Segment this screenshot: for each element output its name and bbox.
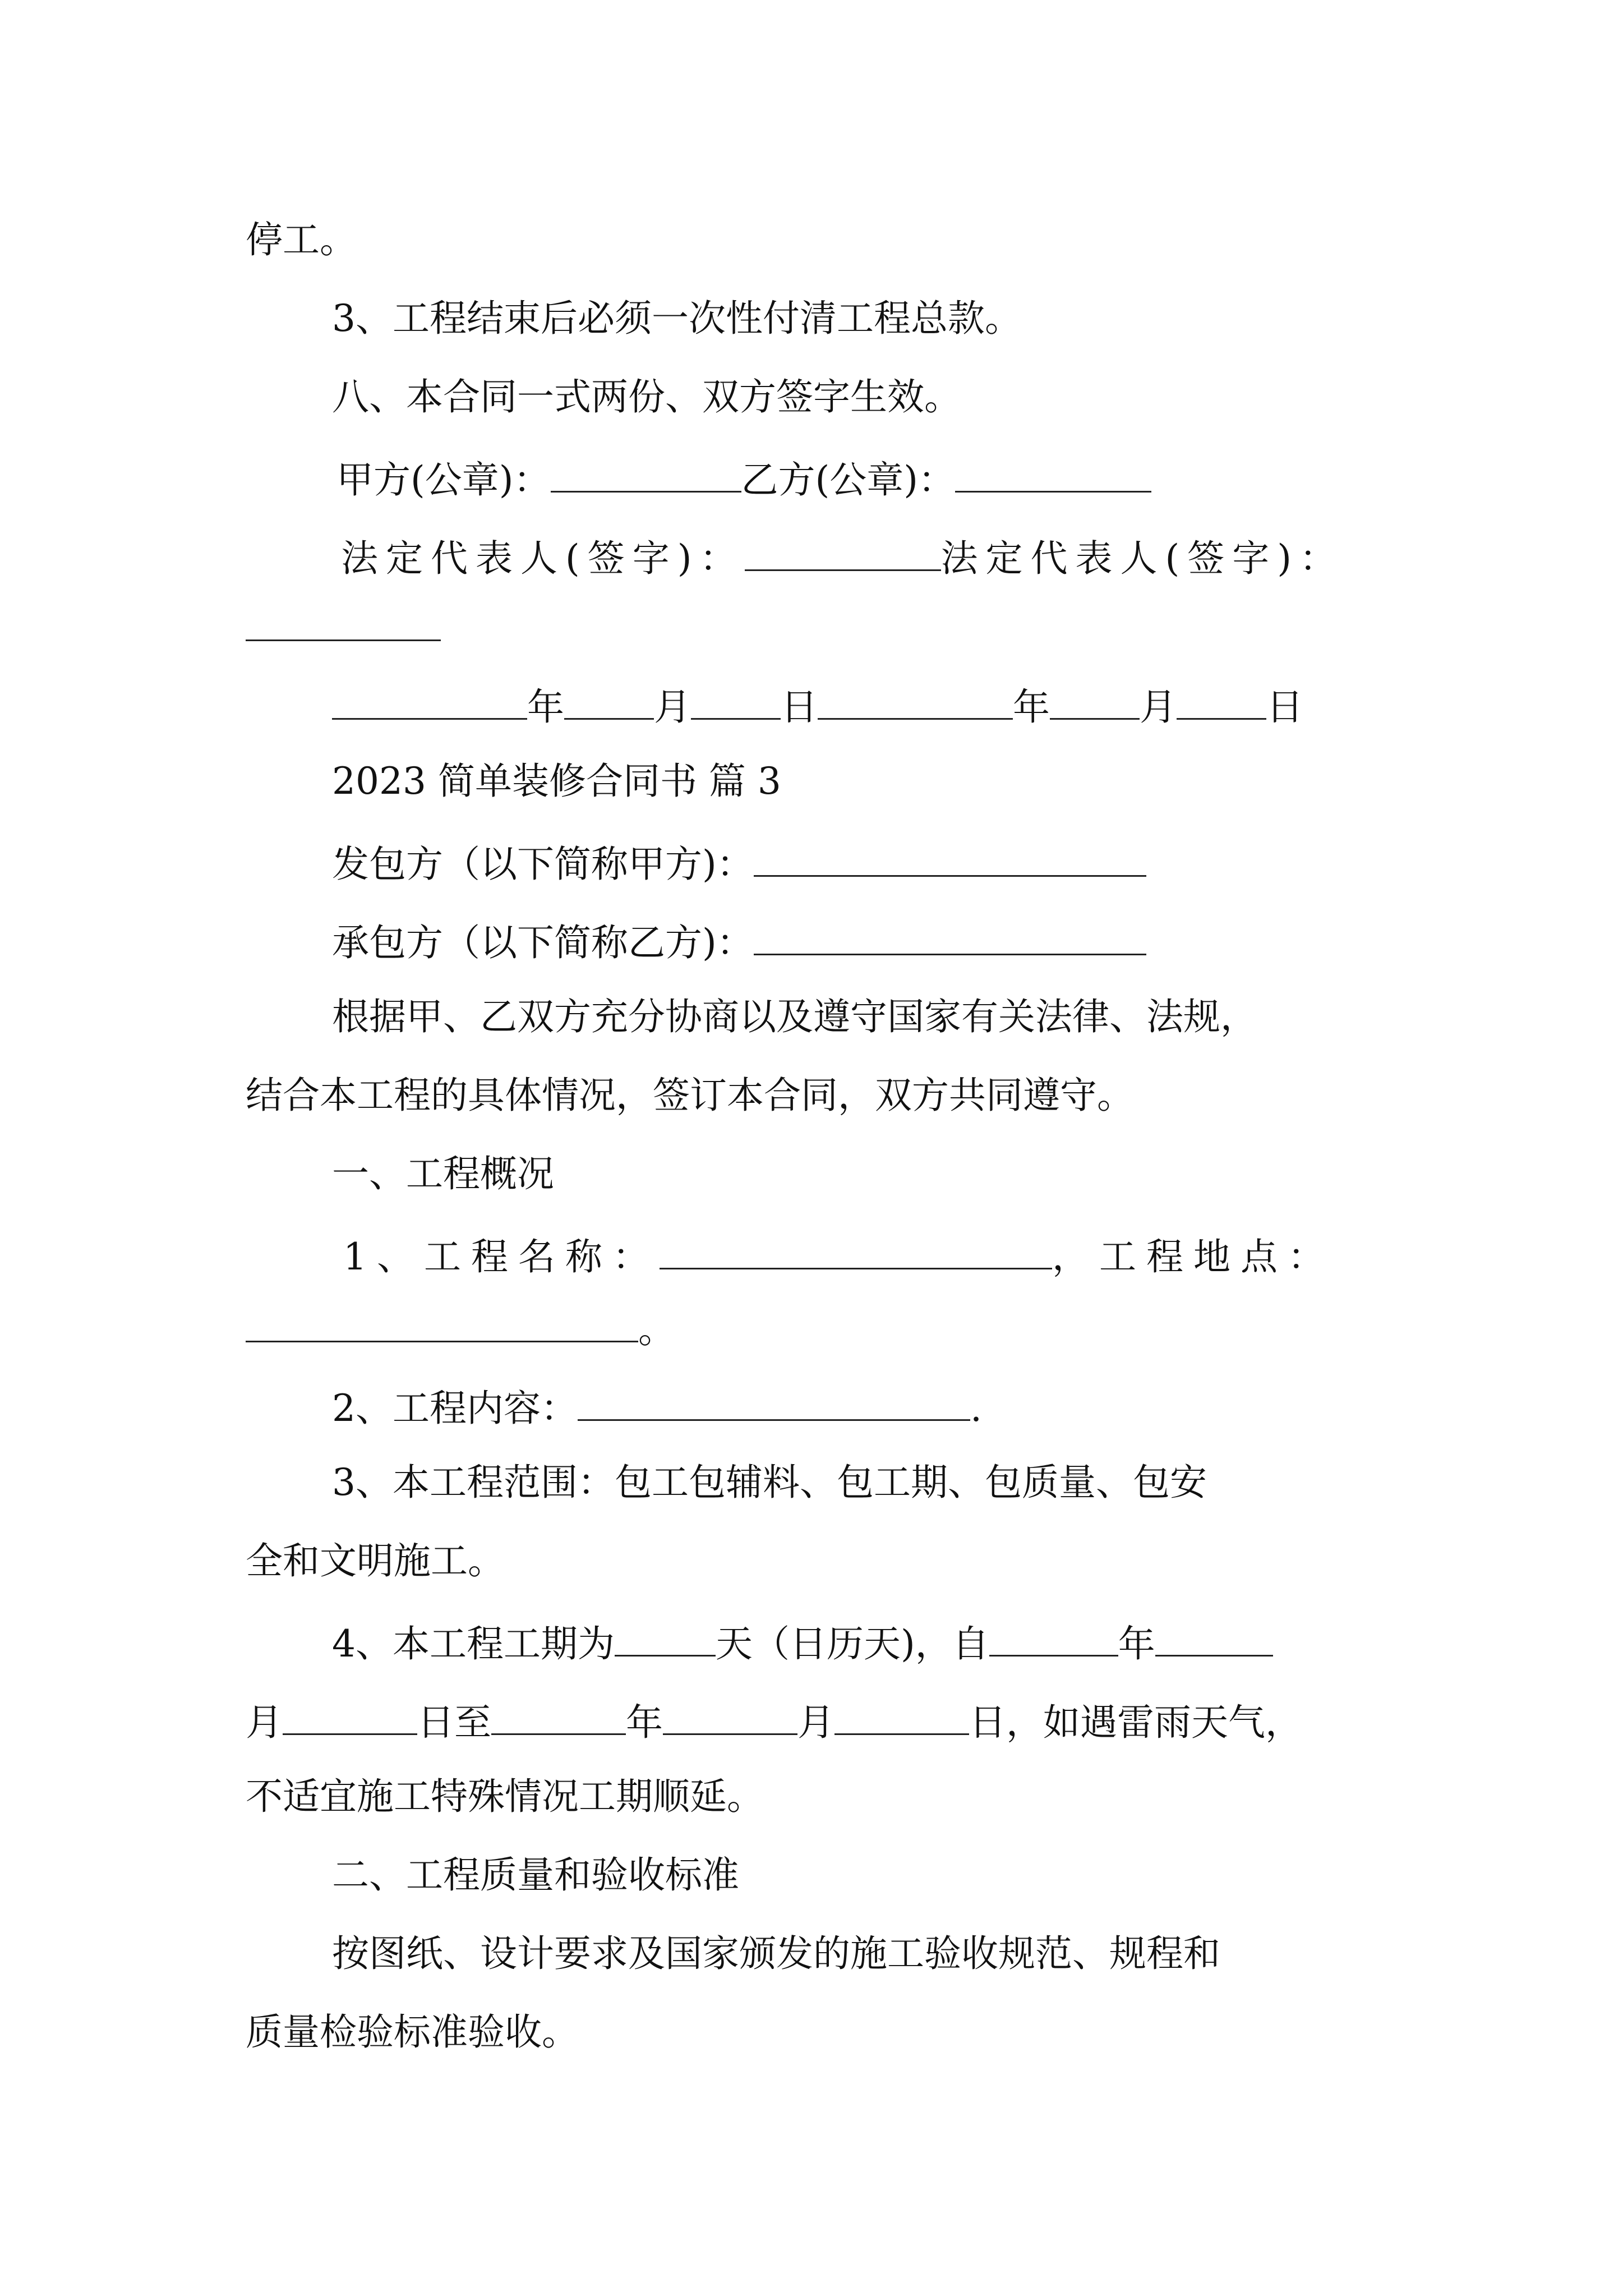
duration-line-continued <box>246 1700 1302 1744</box>
year-label: 年 <box>1013 685 1050 729</box>
start-month-blank <box>1155 1621 1273 1657</box>
signature-line-seal <box>336 457 1151 499</box>
day-label: 日 <box>1266 685 1303 729</box>
month-label: 月 <box>797 1701 834 1744</box>
year-label: 年 <box>527 685 564 729</box>
start-day-blank <box>283 1700 417 1735</box>
party-a-seal-label: 甲方(公章)： <box>336 458 551 501</box>
paragraph-line: 3、本工程范围：包工包辅料、包工期、包质量、包安 <box>332 1461 1207 1504</box>
contractor-line <box>332 920 1146 964</box>
contractor-label: 承包方（以下简称乙方)： <box>332 921 754 964</box>
heading-project-overview: 一、工程概况 <box>332 1152 554 1195</box>
year-label: 年 <box>1118 1622 1155 1665</box>
party-a-date-blank <box>332 684 527 720</box>
to-label: 日至 <box>417 1701 491 1744</box>
paragraph-line: 按图纸、设计要求及国家颁发的施工验收规范、规程和 <box>332 1932 1220 1975</box>
employer-line <box>332 841 1146 886</box>
month-blank <box>564 684 654 720</box>
employer-blank <box>754 841 1146 877</box>
project-name-line <box>343 1234 1335 1276</box>
project-location-line <box>246 1307 675 1349</box>
section-title: 2023 简单装修合同书 篇 3 <box>332 760 781 803</box>
employer-label: 发包方（以下简称甲方)： <box>332 843 754 886</box>
start-year-blank <box>989 1621 1118 1657</box>
paragraph-line: 八、本合同一式两份、双方签字生效。 <box>332 375 961 418</box>
party-a-representative-label: 法定代表人(签字)： <box>341 537 745 580</box>
heading-quality-acceptance: 二、工程质量和验收标准 <box>332 1853 739 1897</box>
date-line <box>332 684 1303 729</box>
year-label: 年 <box>626 1701 663 1744</box>
month-label: 月 <box>1140 685 1177 729</box>
project-content-line <box>332 1386 982 1430</box>
signature-line-representative <box>341 536 1344 580</box>
party-b-date-blank <box>818 684 1013 720</box>
month-blank <box>1050 684 1140 720</box>
duration-from-label: 天（日历天)，自 <box>716 1622 989 1665</box>
end-year-blank <box>491 1700 626 1735</box>
project-content-label: 2、工程内容： <box>332 1387 578 1430</box>
end-month-blank <box>663 1700 797 1735</box>
period: 。 <box>638 1308 675 1351</box>
project-content-blank <box>578 1386 970 1421</box>
project-name-blank <box>660 1234 1052 1269</box>
paragraph-line: 根据甲、乙双方充分协商以及遵守国家有关法律、法规， <box>332 995 1257 1038</box>
party-a-seal-blank <box>551 457 741 493</box>
party-b-seal-label: 乙方(公章)： <box>741 458 955 501</box>
day-blank <box>691 684 781 720</box>
party-b-representative-label: 法定代表人(签字)： <box>940 537 1344 580</box>
duration-label: 4、本工程工期为 <box>332 1622 615 1665</box>
party-a-representative-blank <box>745 536 941 571</box>
party-b-representative-blank <box>246 606 441 641</box>
party-b-seal-blank <box>955 457 1151 493</box>
paragraph-line: 不适宜施工特殊情况工期顺延。 <box>246 1775 764 1818</box>
period: . <box>970 1387 982 1430</box>
weather-clause: 日，如遇雷雨天气， <box>969 1701 1302 1744</box>
contractor-blank <box>754 920 1146 955</box>
paragraph-line: 3、工程结束后必须一次性付清工程总款。 <box>332 297 1022 340</box>
project-location-blank <box>246 1307 638 1342</box>
paragraph-line: 停工。 <box>246 218 357 261</box>
paragraph-line: 结合本工程的具体情况，签订本合同，双方共同遵守。 <box>246 1074 1134 1117</box>
project-location-label: ，工程地点： <box>1052 1235 1335 1278</box>
project-name-label: 1、工程名称： <box>343 1235 660 1278</box>
paragraph-line: 全和文明施工。 <box>246 1539 505 1582</box>
days-blank <box>615 1621 716 1657</box>
month-label: 月 <box>654 685 691 729</box>
paragraph-line: 质量检验标准验收。 <box>246 2010 579 2054</box>
duration-line <box>332 1621 1273 1663</box>
day-label: 日 <box>781 685 818 729</box>
day-blank <box>1177 684 1266 720</box>
month-label: 月 <box>246 1701 283 1744</box>
representative-blank-continued <box>246 606 441 647</box>
end-day-blank <box>834 1700 969 1735</box>
